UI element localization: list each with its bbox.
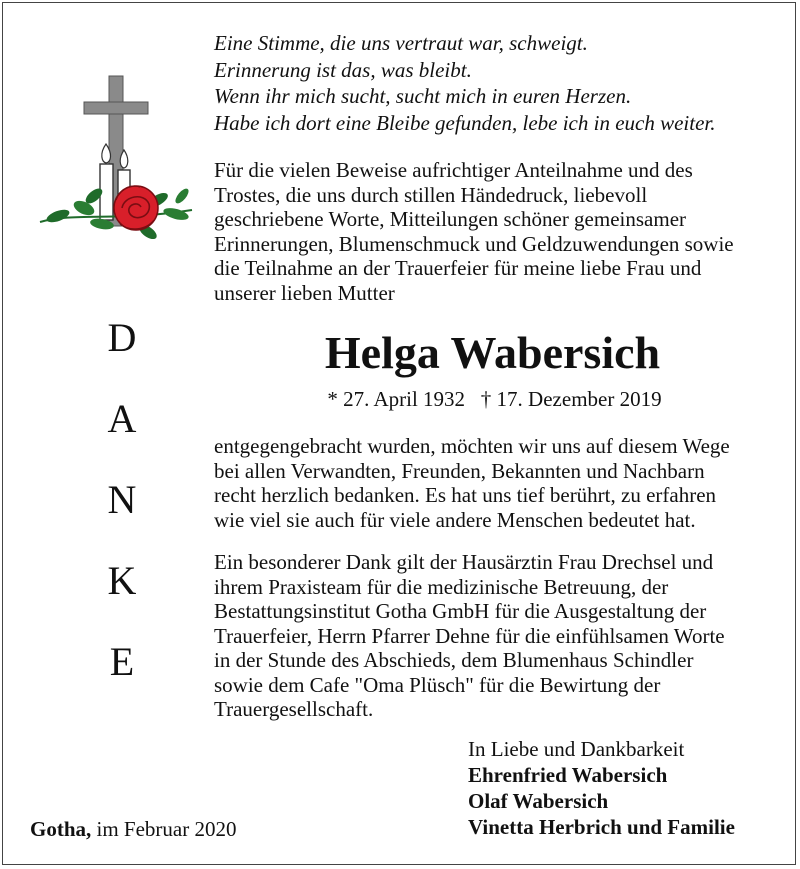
text-line: Für die vielen Beweise aufrichtiger Anteilnahme und des xyxy=(214,158,693,182)
text-line: wie viel sie auch für viele andere Menschen bedeutet hat. xyxy=(214,507,696,532)
signature-block xyxy=(468,736,788,840)
danke-letter: A xyxy=(107,396,137,441)
text-line: Ein besonderer Dank gilt der Hausärztin Frau Drechsel und xyxy=(214,550,714,574)
life-dates: * 27. April 1932 † 17. Dezember 2019 xyxy=(327,387,662,411)
place-date xyxy=(30,816,237,842)
signer-name: Ehrenfried Wabersich xyxy=(468,763,668,787)
cross-candle-rose-icon xyxy=(36,72,196,258)
intro-paragraph xyxy=(214,158,774,305)
text-line: Trostes, die uns durch stillen Händedruck, liebevoll xyxy=(214,182,648,207)
special-thanks-paragraph xyxy=(214,550,774,722)
danke-letter: D xyxy=(107,315,137,360)
text-line: Bestattungsinstitut Gotha GmbH für die Ausgestaltung der xyxy=(214,599,707,623)
text-line: unserer lieben Mutter xyxy=(214,280,395,305)
poem xyxy=(214,30,784,136)
text-line: bei allen Verwandten, Freunden, Bekannten und Nachbarn xyxy=(214,458,705,483)
danke-letter: K xyxy=(107,558,137,603)
place-city: Gotha, xyxy=(30,817,92,841)
signer-name: Vinetta Herbrich und Familie xyxy=(468,815,735,839)
danke-letter: E xyxy=(109,639,135,684)
text-line: ihrem Praxisteam für die medizinische Betreuung, der xyxy=(214,574,669,599)
text-line: die Teilnahme an der Trauerfeier für meine liebe Frau und xyxy=(214,256,702,280)
text-line: geschriebene Worte, Mitteilungen schöner gemeinsamer xyxy=(214,207,687,231)
text-line: entgegengebracht wurden, möchten wir uns auf diesem Wege xyxy=(214,434,730,458)
closing-line: In Liebe und Dankbarkeit xyxy=(468,737,685,761)
poem-line: Eine Stimme, die uns vertraut war, schweigt. xyxy=(214,31,588,55)
poem-line: Habe ich dort eine Bleibe gefunden, lebe ich in euch weiter. xyxy=(214,110,716,135)
poem-line: Erinnerung ist das, was bleibt. xyxy=(214,57,472,82)
danke-letter: N xyxy=(107,477,137,522)
text-line: recht herzlich bedanken. Es hat uns tief berührt, zu erfahren xyxy=(214,483,717,507)
danke-vertical xyxy=(82,312,162,717)
thanks-paragraph xyxy=(214,434,774,532)
signer-name: Olaf Wabersich xyxy=(468,789,609,813)
text-line: Trauerfeier, Herrn Pfarrer Dehne für die einfühlsamen Worte xyxy=(214,623,725,648)
deceased-name: Helga Wabersich xyxy=(324,327,661,378)
text-line: Erinnerungen, Blumenschmuck und Geldzuwendungen sowie xyxy=(214,231,734,256)
text-line: Trauergesellschaft. xyxy=(214,697,374,721)
place-date-text: im Februar 2020 xyxy=(96,817,237,841)
text-line: sowie dem Cafe "Oma Plüsch" für die Bewirtung der xyxy=(214,672,661,697)
poem-line: Wenn ihr mich sucht, sucht mich in euren Herzen. xyxy=(214,84,632,108)
text-line: in der Stunde des Abschieds, dem Blumenhaus Schindler xyxy=(214,648,694,672)
